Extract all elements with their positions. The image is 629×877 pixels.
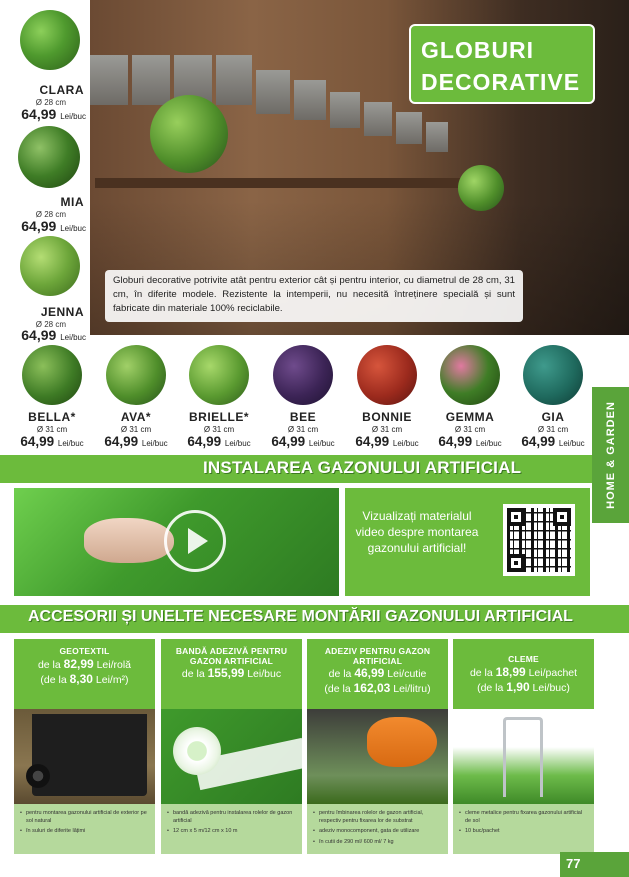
accessory-price: de la 18,99 Lei/pachet (469, 664, 578, 679)
accessory-header (307, 639, 448, 709)
shelf (95, 178, 495, 188)
hero-title-line1: GLOBURI (421, 37, 535, 63)
product-card-bonnie (345, 410, 429, 449)
product-dim-jenna: Ø 28 cm (35, 320, 66, 329)
product-card-bella (10, 410, 94, 449)
product-dim-clara: Ø 28 cm (35, 98, 66, 107)
planter (330, 92, 360, 128)
geotextil-roll-image (14, 709, 155, 804)
bella-globe-image (22, 345, 82, 405)
planter (396, 112, 422, 144)
ava-globe-image (106, 345, 166, 405)
product-card-bee (261, 410, 345, 449)
accessory-title: BANDĂ ADEZIVĂ PENTRU GAZON ARTIFICIAL (175, 646, 288, 666)
accessory-notes (14, 804, 155, 854)
accessory-note: • 12 cm x 5 m/12 cm x 10 m (167, 828, 296, 836)
accessory-price: de la 82,99 Lei/rolă (37, 656, 132, 671)
product-price: 64,99 Lei/buc (521, 434, 585, 449)
accessory-card-banda-adeziva (161, 639, 302, 854)
hero-photo (90, 0, 629, 335)
video-cta-text: Vizualizați materialul video despre montarea gazonului artificial! (355, 509, 479, 555)
product-price-clara: 64,99 Lei/buc (21, 106, 86, 122)
product-card-gia (511, 410, 595, 449)
gia-globe-image (523, 345, 583, 405)
product-name: GEMMA (445, 410, 495, 424)
product-dim-mia: Ø 28 cm (35, 210, 66, 219)
accessory-unit-price: (de la 162,03 Lei/litru) (324, 681, 431, 695)
product-price: 64,99 Lei/buc (20, 434, 84, 449)
section-accessories-title: ACCESORII ȘI UNELTE NECESARE MONTĂRII GAZONULUI ARTIFICIAL (28, 608, 573, 625)
planter (364, 102, 392, 136)
accessory-card-geotextil (14, 639, 155, 854)
accessory-notes (161, 804, 302, 854)
accessory-card-adeziv (307, 639, 448, 854)
hero-title-line2: DECORATIVE (421, 69, 581, 95)
hanging-globe-image (150, 95, 228, 173)
accessory-title: CLEME (508, 654, 539, 664)
accessory-note: • în cutii de 290 ml/ 600 ml/ 7 kg (313, 839, 442, 847)
accessory-price: de la 46,99 Lei/cutie (328, 666, 427, 680)
product-price: 64,99 Lei/buc (271, 434, 335, 449)
mia-globe-image (18, 126, 80, 188)
hero-description: Globuri decorative potrivite atât pentru exterior cât și pentru interior, cu diametrul de 28 cm, 31 cm, în diferite modele. Rezistente la intemperii, nu necesită întreținere specială și sunt fabricate din materiale 100% reciclabile. (105, 270, 523, 322)
planter (216, 55, 252, 105)
bonnie-globe-image (357, 345, 417, 405)
accessory-header (161, 639, 302, 709)
planter (426, 122, 448, 152)
product-name: BEE (289, 410, 317, 424)
accessory-card-cleme (453, 639, 594, 854)
accessory-note: • 10 buc/pachet (459, 828, 588, 836)
section-installation-title: INSTALAREA GAZONULUI ARTIFICIAL (203, 458, 522, 477)
accessory-title: GEOTEXTIL (59, 646, 110, 656)
qr-finder-icon (507, 554, 525, 572)
product-name: GIA (541, 410, 565, 424)
product-name: BRIELLE* (188, 410, 249, 424)
product-name: BELLA* (28, 410, 76, 424)
accessory-note: • pentru îmbinarea rolelor de gazon artificial, respectiv pentru fixarea lor de substrat (313, 810, 442, 825)
hero-title (409, 24, 595, 104)
jenna-globe-image (20, 236, 80, 296)
product-price: 64,99 Lei/buc (104, 434, 168, 449)
hands-image (84, 518, 174, 563)
accessory-note: • în suluri de diferite lățimi (20, 828, 149, 836)
product-price-mia: 64,99 Lei/buc (21, 218, 86, 234)
bee-globe-image (273, 345, 333, 405)
planter (294, 80, 326, 120)
accessory-price: de la 155,99 Lei/buc (181, 666, 282, 680)
left-product-column (0, 0, 90, 345)
hanging-globe-image (458, 165, 504, 211)
accessory-title: ADEZIV PENTRU GAZON ARTIFICIAL (324, 646, 431, 666)
planter (256, 70, 290, 114)
section-accessories-header (0, 605, 629, 633)
planter (90, 55, 128, 105)
play-icon[interactable] (164, 510, 226, 572)
gemma-globe-image (440, 345, 500, 405)
product-name-clara: CLARA (39, 83, 84, 97)
section-installation-header (0, 455, 592, 483)
accessory-note: • pentru montarea gazonului artificial de exterior pe sol natural (20, 810, 149, 825)
accessory-header (14, 639, 155, 709)
product-dim: Ø 31 cm (287, 425, 319, 434)
accessory-unit-price: (de la 8,30 Lei/m²) (40, 671, 129, 686)
qr-finder-icon (553, 508, 571, 526)
clara-globe-image (20, 10, 80, 70)
product-price: 64,99 Lei/buc (438, 434, 502, 449)
adhesive-glue-image (307, 709, 448, 804)
page-number: 77 (560, 852, 629, 877)
product-dim: Ø 31 cm (36, 425, 68, 434)
accessory-note: • bandă adezivă pentru instalarea rolelor de gazon artificial (167, 810, 296, 825)
product-card-gemma (428, 410, 512, 449)
product-dim: Ø 31 cm (203, 425, 235, 434)
accessory-header (453, 639, 594, 709)
product-dim: Ø 31 cm (537, 425, 569, 434)
product-name: BONNIE (362, 410, 412, 424)
accessory-notes (453, 804, 594, 854)
product-dim: Ø 31 cm (120, 425, 152, 434)
product-price: 64,99 Lei/buc (355, 434, 419, 449)
product-price: 64,99 Lei/buc (187, 434, 251, 449)
video-info-box (345, 488, 590, 596)
product-dim: Ø 31 cm (454, 425, 486, 434)
product-price-jenna: 64,99 Lei/buc (21, 327, 86, 343)
brielle-globe-image (189, 345, 249, 405)
product-name-jenna: JENNA (40, 305, 84, 319)
installation-video-thumbnail[interactable] (14, 488, 339, 596)
accessory-note: • adeziv monocomponent, gata de utilizare (313, 828, 442, 836)
product-card-ava (94, 410, 178, 449)
adhesive-tape-image (161, 709, 302, 804)
accessory-unit-price: (de la 1,90 Lei/buc) (477, 679, 570, 694)
accessory-note: • cleme metalice pentru fixarea gazonului artificial de sol (459, 810, 588, 825)
planter (132, 55, 170, 105)
metal-pins-image (453, 709, 594, 804)
product-dim: Ø 31 cm (371, 425, 403, 434)
product-name-mia: MIA (60, 195, 84, 209)
accessory-notes (307, 804, 448, 854)
category-side-tab (592, 387, 629, 523)
product-card-brielle (177, 410, 261, 449)
qr-code-pattern (507, 508, 571, 572)
category-side-tab-label: HOME & GARDEN (604, 401, 617, 509)
product-name: AVA* (120, 410, 152, 424)
qr-code-icon[interactable] (503, 504, 575, 576)
qr-finder-icon (507, 508, 525, 526)
